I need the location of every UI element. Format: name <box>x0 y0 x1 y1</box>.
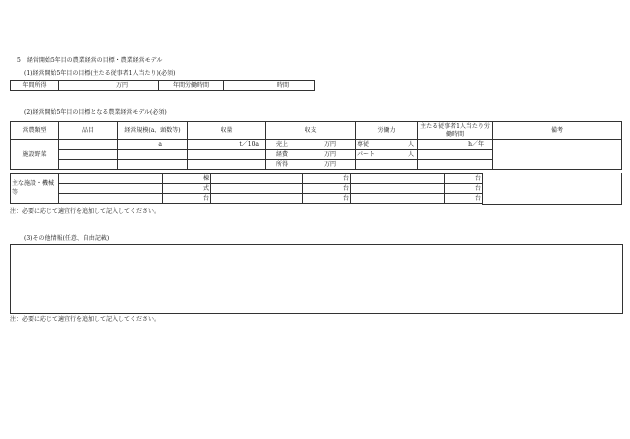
scale-cell[interactable] <box>118 150 188 160</box>
machine-name-cell[interactable] <box>211 184 303 194</box>
facility-name-cell[interactable] <box>59 194 163 204</box>
machine-name-cell[interactable] <box>351 194 445 204</box>
header-notes: 備考 <box>493 122 622 140</box>
facility-table <box>10 173 483 204</box>
facility-name-cell[interactable] <box>59 184 163 194</box>
empty-cell[interactable] <box>418 160 493 170</box>
facility-name-cell[interactable] <box>59 174 163 184</box>
other-info-textarea[interactable] <box>10 244 623 314</box>
header-type: 営農類型 <box>11 122 59 140</box>
employed-cell[interactable] <box>356 140 418 150</box>
textarea-note: 注：必要に応じて適宜行を追加して記入してください。 <box>10 316 161 323</box>
hours-input[interactable]: 時間 <box>224 81 315 91</box>
machine-qty-cell[interactable]: 台 <box>445 194 483 204</box>
scale-cell[interactable] <box>118 160 188 170</box>
machine-qty-cell[interactable]: 台 <box>445 184 483 194</box>
machine-name-cell[interactable] <box>351 184 445 194</box>
sales-cell[interactable] <box>266 140 356 150</box>
empty-cell[interactable] <box>418 150 493 160</box>
section-title: 5 経営開始5年目の農業経営の目標・農業経営モデル <box>17 57 163 64</box>
expense-cell[interactable] <box>266 150 356 160</box>
expense-label: 経費 <box>276 150 289 158</box>
hours-per-year-cell[interactable]: h／年 <box>418 140 493 150</box>
scale-cell[interactable]: a <box>118 140 188 150</box>
income2-label: 所得 <box>276 160 289 168</box>
income-input[interactable]: 万円 <box>59 81 159 91</box>
header-yield: 収量 <box>188 122 266 140</box>
subsection-3-title: (3)その他情報(任意、自由記載) <box>24 235 110 242</box>
table-note: 注：必要に応じて適宜行を追加して記入してください。 <box>10 208 161 215</box>
item-cell[interactable] <box>59 140 118 150</box>
header-scale: 経営規模(a、頭数等) <box>118 122 188 140</box>
row-vegetable-type: 施設野菜 <box>11 140 59 170</box>
item-cell[interactable] <box>59 160 118 170</box>
sales-label: 売上 <box>276 140 289 148</box>
header-item: 品目 <box>59 122 118 140</box>
header-labor: 労働力 <box>356 122 418 140</box>
facility-label: 主な施設・機械等 <box>11 174 59 204</box>
machine-qty-cell[interactable]: 台 <box>303 184 351 194</box>
machine-qty-cell[interactable]: 台 <box>303 174 351 184</box>
goal-table <box>10 80 315 91</box>
yield-cell[interactable]: t／10a <box>188 140 266 150</box>
income-label: 年間所得 <box>11 81 59 91</box>
facility-qty-cell[interactable]: 棟 <box>163 174 211 184</box>
facility-qty-cell[interactable]: 台 <box>163 194 211 204</box>
machine-name-cell[interactable] <box>211 174 303 184</box>
header-per-person: 主たる従事者1人当たり労働時間 <box>418 122 493 140</box>
header-balance: 収支 <box>266 122 356 140</box>
parttime-label: パート <box>357 150 376 158</box>
subsection-1-title: (1)経営開始5年目の目標(主たる従事者1人当たり)(必須) <box>24 70 176 77</box>
yield-cell[interactable] <box>188 150 266 160</box>
item-cell[interactable] <box>59 150 118 160</box>
machine-name-cell[interactable] <box>211 194 303 204</box>
expense-unit: 万円 <box>323 150 336 158</box>
hours-label: 年間労働時間 <box>159 81 224 91</box>
income2-cell[interactable] <box>266 160 356 170</box>
parttime-cell[interactable] <box>356 150 418 160</box>
machine-qty-cell[interactable]: 台 <box>445 174 483 184</box>
notes-cell[interactable] <box>493 140 622 170</box>
empty-cell[interactable] <box>356 160 418 170</box>
employed-unit: 人 <box>407 140 414 148</box>
machine-qty-cell[interactable]: 台 <box>303 194 351 204</box>
model-table <box>10 121 622 170</box>
yield-cell[interactable] <box>188 160 266 170</box>
facility-qty-cell[interactable]: 式 <box>163 184 211 194</box>
notes-extension <box>482 173 622 205</box>
employed-label: 専従 <box>357 140 370 148</box>
subsection-2-title: (2)経営開始5年目の目標となる農業経営モデル(必須) <box>24 109 167 116</box>
income2-unit: 万円 <box>323 160 336 168</box>
parttime-unit: 人 <box>407 150 414 158</box>
machine-name-cell[interactable] <box>351 174 445 184</box>
sales-unit: 万円 <box>323 140 336 148</box>
